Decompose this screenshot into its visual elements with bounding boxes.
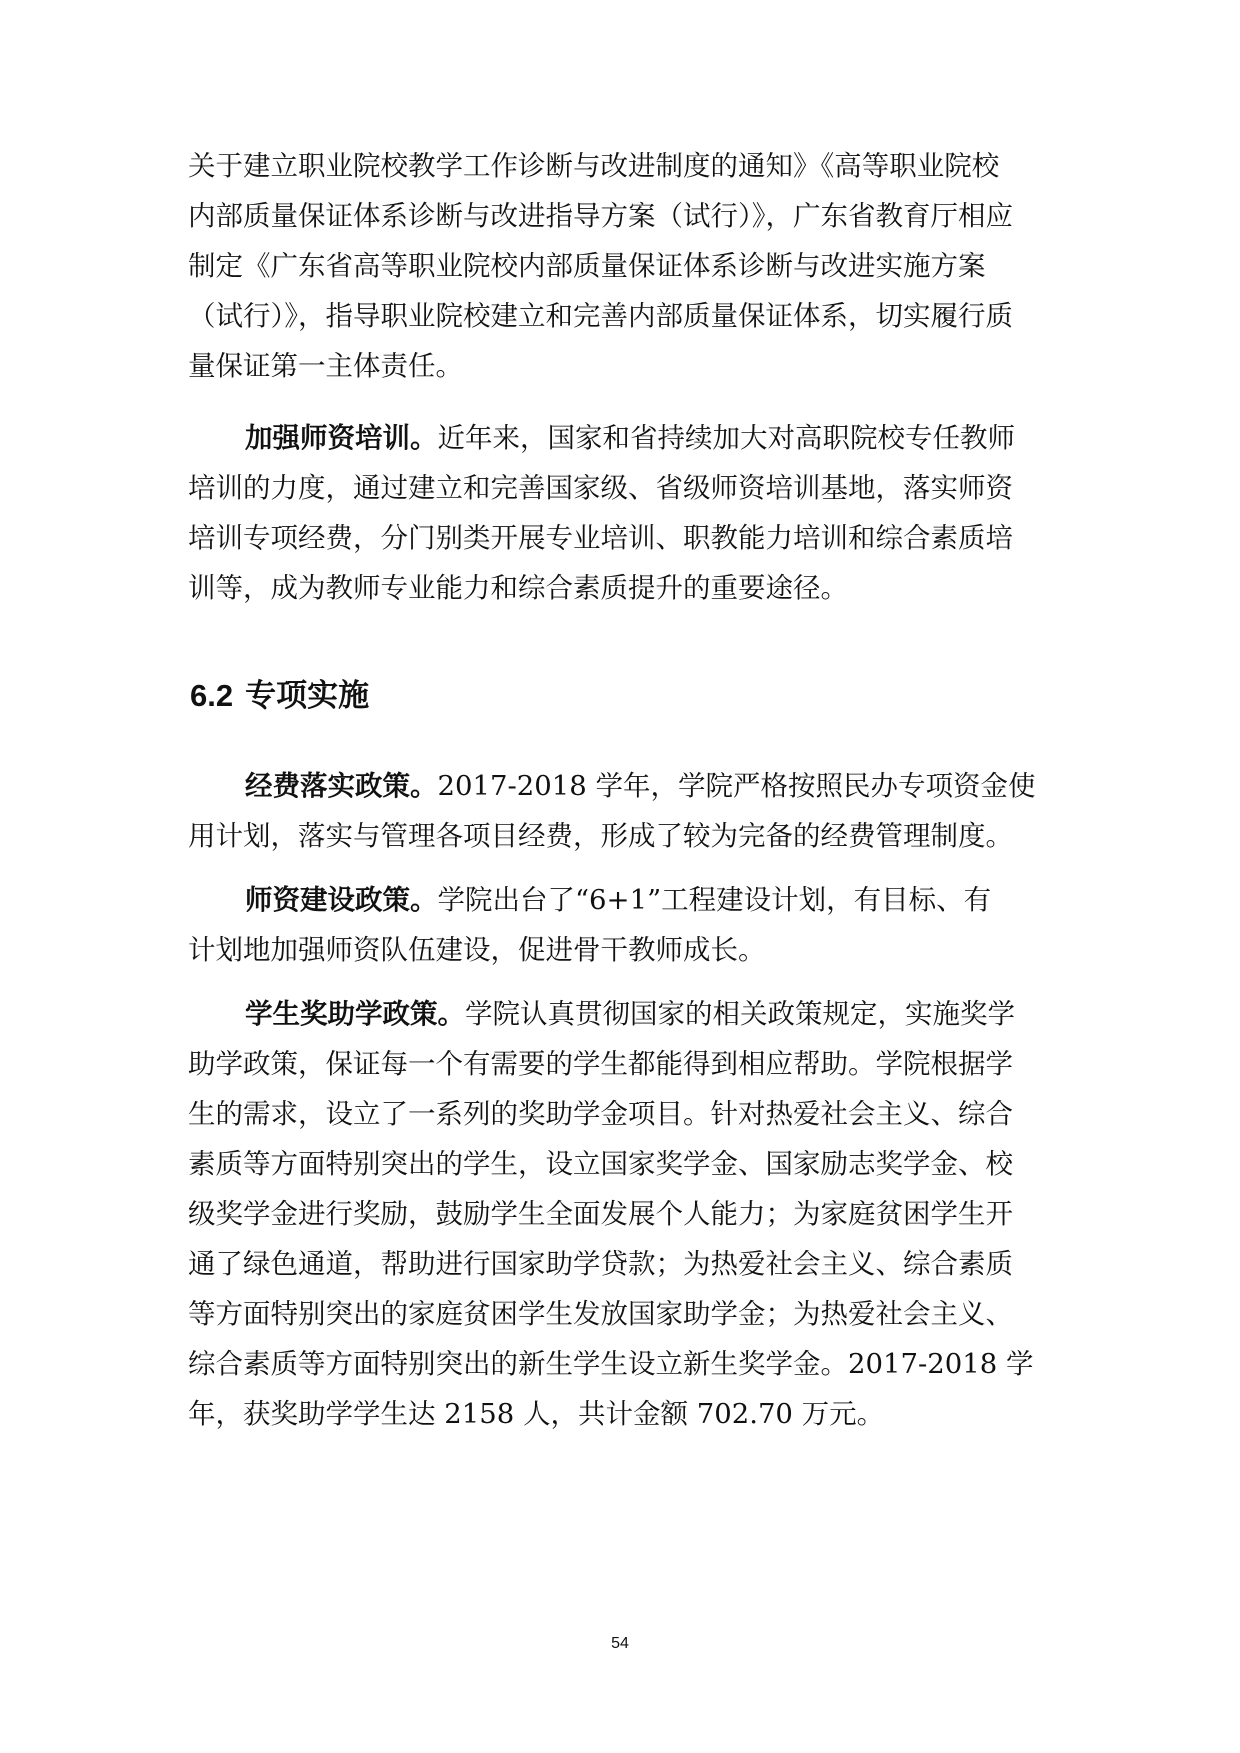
text-line: 等方面特别突出的家庭贫困学生发放国家助学金；为热爱社会主义、 [188,1298,1013,1330]
page-number: 54 [611,1635,629,1652]
paragraph-text: 近年来，国家和省持续加大对高职院校专任教师 [437,422,1015,454]
text-line [245,994,1068,1034]
paragraph-lead: 经费落实政策。 [245,770,438,802]
paragraph-lead: 师资建设政策。 [245,884,438,916]
text-line: 培训的力度，通过建立和完善国家级、省级师资培训基地，落实师资 [188,472,1013,504]
text-line: 级奖学金进行奖励，鼓励学生全面发展个人能力；为家庭贫困学生开 [188,1198,1013,1230]
section-title: 专项实施 [245,678,370,714]
paragraph-text: 2017-2018 学年，学院严格按照民办专项资金使 [437,770,1036,802]
text-line: 训等，成为教师专业能力和综合素质提升的重要途径。 [188,572,848,604]
text-line: 综合素质等方面特别突出的新生学生设立新生奖学金。2017-2018 学 [188,1348,1034,1380]
text-line: 制定《广东省高等职业院校内部质量保证体系诊断与改进实施方案 [188,250,986,282]
text-line: 素质等方面特别突出的学生，设立国家奖学金、国家励志奖学金、校 [188,1148,1013,1180]
text-line: 年，获奖助学学生达 2158 人，共计金额 702.70 万元。 [188,1398,885,1430]
text-line: （试行）》，指导职业院校建立和完善内部质量保证体系，切实履行质 [188,300,1013,332]
text-line: 用计划，落实与管理各项目经费，形成了较为完备的经费管理制度。 [188,820,1013,852]
text-line [245,766,1068,806]
paragraph-lead: 学生奖助学政策。 [245,998,465,1030]
text-line: 生的需求，设立了一系列的奖助学金项目。针对热爱社会主义、综合 [188,1098,1013,1130]
text-line: 培训专项经费，分门别类开展专业培训、职教能力培训和综合素质培 [188,522,1013,554]
paragraph-text: 学院认真贯彻国家的相关政策规定，实施奖学 [465,998,1015,1030]
paragraph-lead: 加强师资培训。 [245,422,438,454]
text-line: 量保证第一主体责任。 [188,350,463,382]
text-line: 通了绿色通道，帮助进行国家助学贷款；为热爱社会主义、综合素质 [188,1248,1013,1280]
text-line: 助学政策，保证每一个有需要的学生都能得到相应帮助。学院根据学 [188,1048,1013,1080]
section-heading [190,674,1070,718]
text-line [245,880,1068,920]
text-line: 计划地加强师资队伍建设，促进骨干教师成长。 [188,934,766,966]
text-line [245,418,1068,458]
section-number: 6.2 [190,678,234,713]
text-line: 内部质量保证体系诊断与改进指导方案（试行）》，广东省教育厅相应 [188,200,1013,232]
text-line: 关于建立职业院校教学工作诊断与改进制度的通知》《高等职业院校 [188,150,1000,182]
paragraph-text: 学院出台了“6+1”工程建设计划，有目标、有 [437,884,992,916]
